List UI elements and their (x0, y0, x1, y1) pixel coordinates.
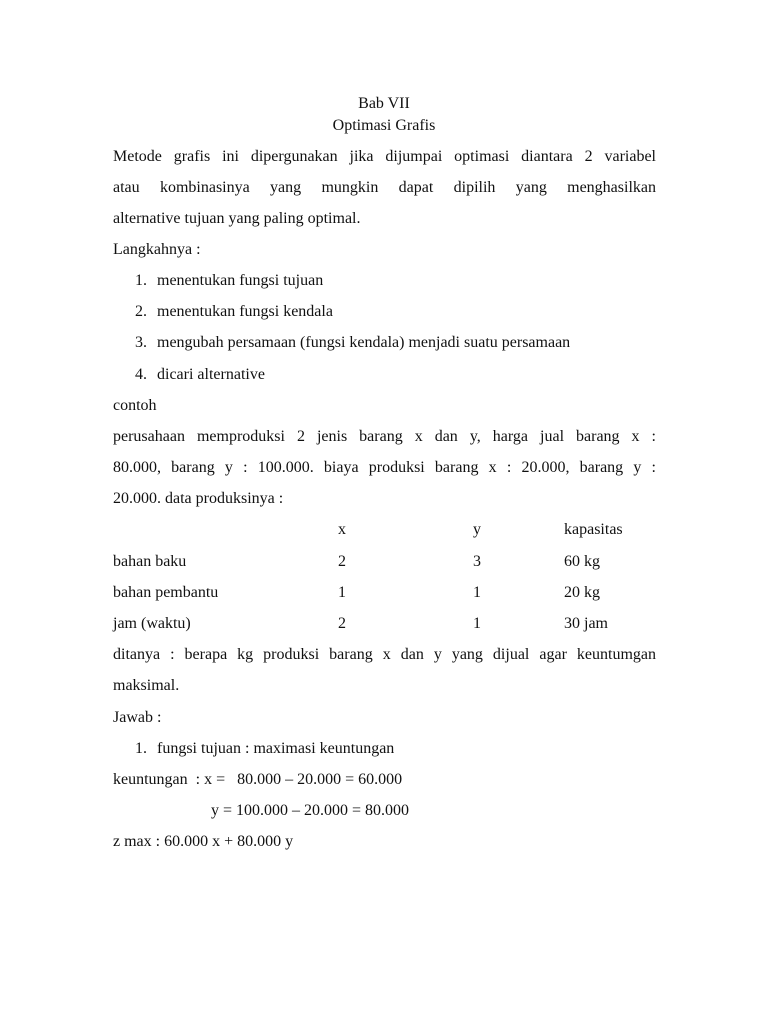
step-item (135, 333, 570, 353)
profit-y-formula: y = 100.000 – 20.000 = 80.000 (211, 802, 410, 819)
table-cell: bahan pembantu (113, 584, 219, 601)
step-item (135, 365, 265, 385)
table-cell: 1 (338, 584, 346, 601)
step-number: 4. (135, 366, 147, 383)
example-line-2: 80.000, barang y : 100.000. biaya produksi barang x : 20.000, barang y : (113, 459, 656, 476)
table-cell: 2 (338, 615, 346, 632)
table-cell: jam (waktu) (113, 615, 191, 632)
table-cell: 3 (473, 553, 481, 570)
steps-heading: Langkahnya : (113, 241, 201, 258)
table-cell: bahan baku (113, 553, 187, 570)
example-label: contoh (113, 397, 157, 414)
step-item (135, 271, 323, 291)
table-header-y: y (473, 521, 481, 538)
answer-step (135, 739, 394, 759)
step-number: 1. (135, 272, 147, 289)
page-title: Optimasi Grafis (332, 117, 436, 134)
step-number: 1. (135, 740, 147, 757)
intro-line-2: atau kombinasinya yang mungkin dapat dipilih yang menghasilkan (113, 179, 656, 196)
intro-line-1: Metode grafis ini dipergunakan jika dijumpai optimasi diantara 2 variabel (113, 148, 656, 165)
table-cell: 2 (338, 553, 346, 570)
table-cell: 20 kg (564, 584, 600, 601)
step-text: mengubah persamaan (fungsi kendala) menjadi suatu persamaan (157, 334, 571, 351)
step-number: 2. (135, 303, 147, 320)
example-line-3: 20.000. data produksinya : (113, 490, 284, 507)
step-text: menentukan fungsi tujuan (157, 272, 324, 289)
question-line-1: ditanya : berapa kg produksi barang x dan y yang dijual agar keuntumgan (113, 646, 656, 663)
step-item (135, 302, 333, 322)
table-cell: 1 (473, 584, 481, 601)
answer-label: Jawab : (113, 709, 162, 726)
step-text: fungsi tujuan : maximasi keuntungan (157, 740, 395, 757)
chapter-heading: Bab VII (358, 95, 410, 112)
table-cell: 30 jam (564, 615, 608, 632)
profit-x-formula: keuntungan : x = 80.000 – 20.000 = 60.000 (113, 771, 403, 788)
table-cell: 1 (473, 615, 481, 632)
intro-line-3: alternative tujuan yang paling optimal. (113, 210, 361, 227)
table-cell: 60 kg (564, 553, 600, 570)
table-header-x: x (338, 521, 346, 538)
question-line-2: maksimal. (113, 677, 180, 694)
example-line-1: perusahaan memproduksi 2 jenis barang x dan y, harga jual barang x : (113, 428, 656, 445)
step-number: 3. (135, 334, 147, 351)
table-header-capacity: kapasitas (564, 521, 623, 538)
step-text: menentukan fungsi kendala (157, 303, 333, 320)
step-text: dicari alternative (157, 366, 265, 383)
objective-function: z max : 60.000 x + 80.000 y (113, 833, 294, 850)
